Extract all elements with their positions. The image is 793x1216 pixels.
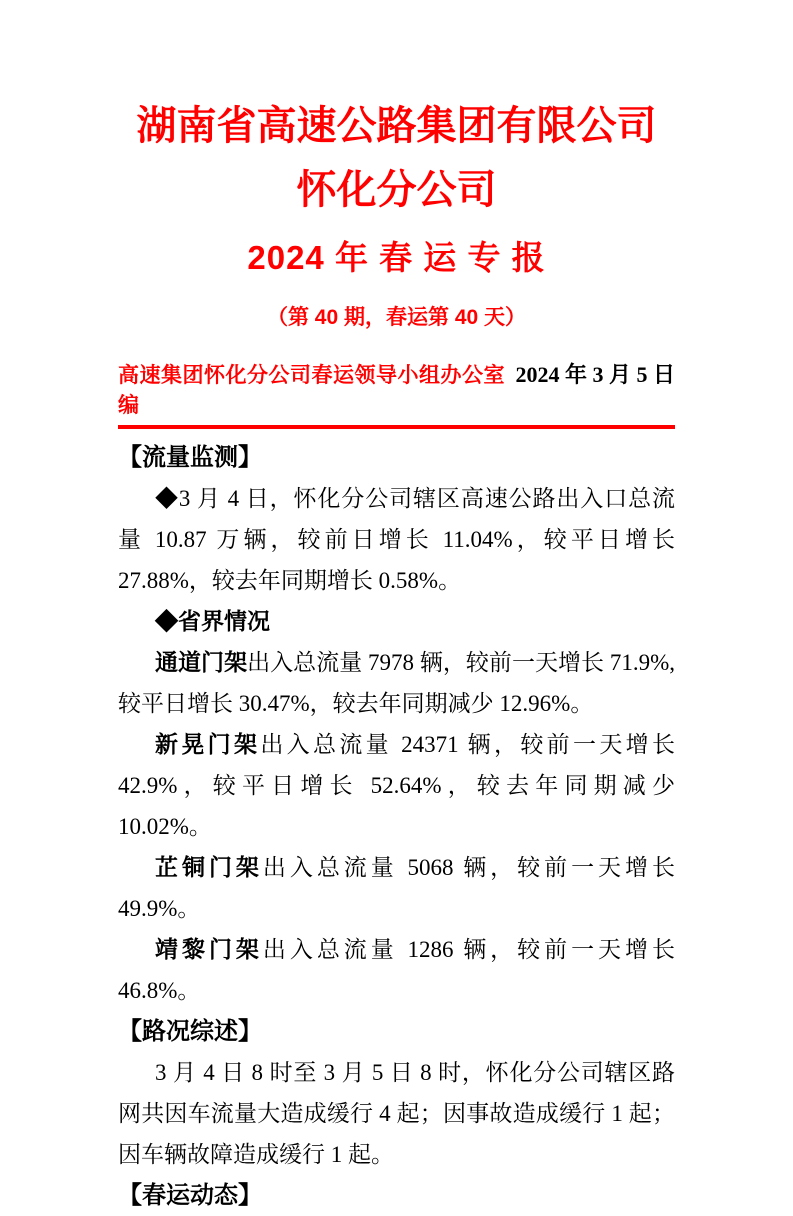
section-header-spring-festival-updates: 【春运动态】 [118, 1182, 262, 1209]
gate-paragraph-tongdao [118, 642, 675, 724]
gate-name-xinhuang: 新晃门架 [155, 731, 261, 757]
gate-paragraph-zhitong [118, 847, 675, 929]
doc-title-line2: 怀化分公司 [296, 168, 497, 212]
gate-detail-jingli: 出入总流量 1286 辆，较前一天增长 46.8%。 [118, 937, 676, 1003]
gate-detail-zhitong: 出入总流量 5068 辆，较前一天增长 49.9%。 [118, 855, 676, 921]
section-header-traffic-monitoring: 【流量监测】 [118, 444, 262, 471]
issue-date: 2024 年 3 月 5 日 [515, 362, 675, 387]
paragraph-traffic-summary: ◆3 月 4 日，怀化分公司辖区高速公路出入口总流量 10.87 万辆，较前日增长 11.04%，较平日增长 27.88%，较去年同期增长 0.58%。 [118, 486, 675, 593]
section-header-road-conditions: 【路况综述】 [118, 1018, 262, 1045]
paragraph-road-conditions: 3 月 4 日 8 时至 3 月 5 日 8 时，怀化分公司辖区路网共因车流量大造成缓行 4 起；因事故造成缓行 1 起；因车辆故障造成缓行 1 起。 [118, 1060, 675, 1167]
doc-title-line1: 湖南省高速公路集团有限公司 [136, 104, 657, 148]
gate-paragraph-xinhuang [118, 724, 675, 847]
editor-row-with-red-rule [118, 358, 675, 429]
gate-detail-tongdao: 出入总流量 7978 辆，较前一天增长 71.9%,较平日增长 30.47%，较去年同期减少 12.96%。 [118, 650, 675, 716]
gate-name-tongdao: 通道门架 [155, 649, 248, 675]
subheader-province-border: ◆省界情况 [155, 608, 270, 634]
gate-name-zhitong: 芷铜门架 [155, 854, 263, 880]
issue-info: （第 40 期，春运第 40 天） [266, 306, 527, 329]
gate-name-jingli: 靖黎门架 [155, 936, 263, 962]
editor-label: 高速集团怀化分公司春运领导小组办公室编 [118, 364, 505, 417]
doc-title-line3: 2024 年 春 运 专 报 [247, 239, 546, 276]
gate-detail-xinhuang: 出入总流量 24371 辆，较前一天增长 42.9%，较平日增长 52.64%，较去年同期减少 10.02%。 [118, 732, 676, 839]
gate-paragraph-jingli [118, 929, 675, 1011]
